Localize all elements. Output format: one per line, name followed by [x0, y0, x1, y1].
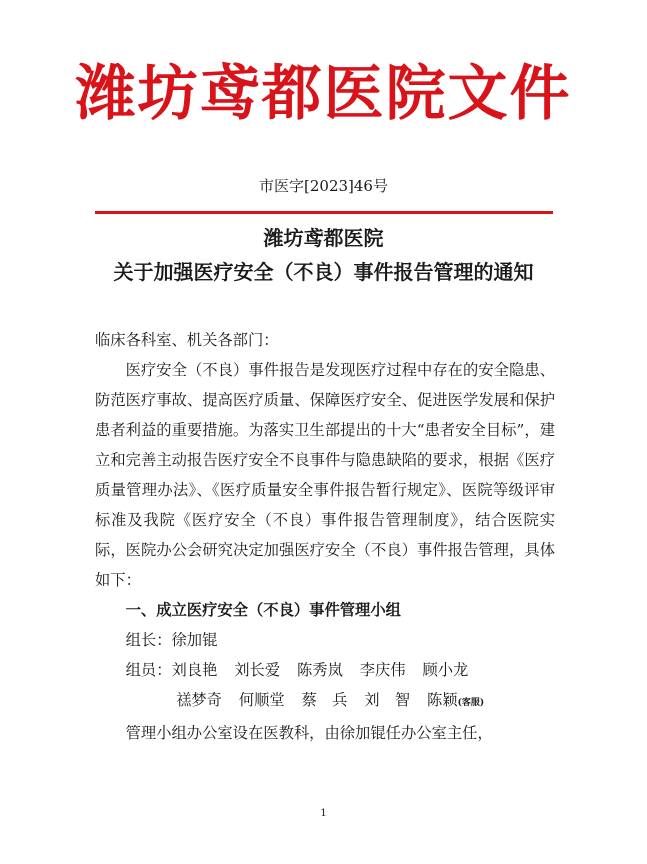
member-name: 陈颖: [427, 691, 458, 709]
members-label: 组员：: [125, 661, 172, 679]
section-heading: 一、成立医疗安全（不良）事件管理小组: [125, 601, 401, 619]
leader-line: 组长：徐加锟: [125, 631, 218, 649]
member-name: 禚梦奇: [176, 691, 222, 709]
member-name: 何顺堂: [238, 691, 285, 709]
member-name: 刘 智: [364, 691, 411, 709]
member-name: 刘长爱: [234, 661, 281, 679]
members-row-2: [95, 685, 555, 718]
members-row-1: [95, 655, 555, 685]
paragraph-intro: 医疗安全（不良）事件报告是发现医疗过程中存在的安全隐患、防范医疗事故、提高医疗质量、保障医疗安全、促进医学发展和保护患者利益的重要措施。为落实卫生部提出的十大“患者安全目标”，建立和完善主动报告医疗安全不良事件与隐患缺陷的要求，根据《医疗质量管理办法》、《医疗质量安全事件报告暂行规定》、医院等级评审标准及我院《医疗安全（不良）事件报告管理制度》，结合医院实际，医院办公会研究决定加强医疗安全（不良）事件报告管理，具体如下：: [95, 361, 555, 589]
notice-title-line2: 关于加强医疗安全（不良）事件报告管理的通知: [113, 260, 534, 284]
member-name: 蔡 兵: [301, 691, 348, 709]
member-note: (客服): [457, 698, 485, 708]
office-line: 管理小组办公室设在医教科，由徐加锟任办公室主任，: [125, 724, 493, 742]
masthead-title: 潍坊鸢都医院文件: [75, 59, 572, 129]
member-name: 陈秀岚: [296, 661, 343, 679]
salutation: 临床各科室、机关各部门：: [95, 331, 279, 349]
member-name: 李庆伟: [359, 661, 406, 679]
page-number: 1: [320, 808, 327, 819]
member-name: 顾小龙: [422, 661, 469, 679]
document-body: [95, 325, 555, 748]
member-name: 刘良艳: [171, 661, 218, 679]
red-divider-line: [95, 211, 553, 214]
notice-title-line1: 潍坊鸢都医院: [263, 226, 384, 250]
document-number: 市医字[2023]46号: [259, 177, 388, 195]
